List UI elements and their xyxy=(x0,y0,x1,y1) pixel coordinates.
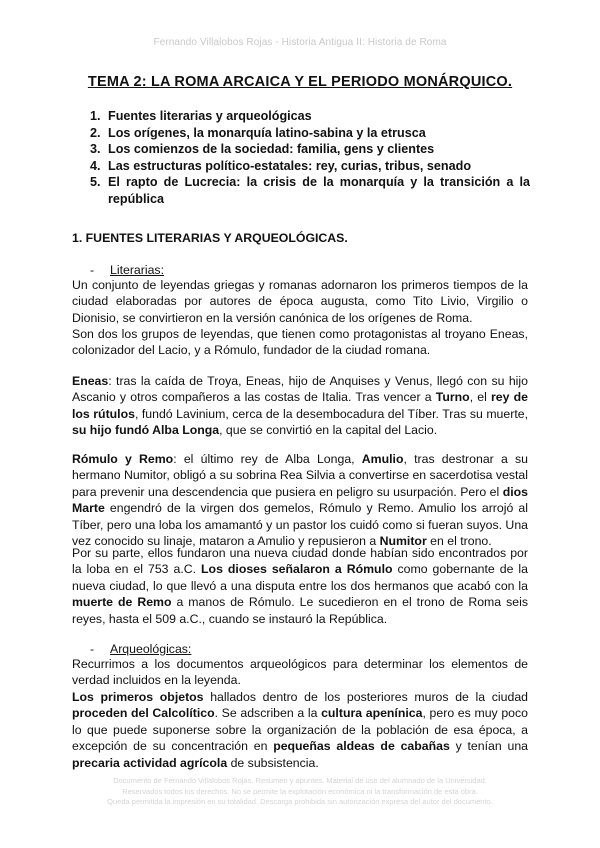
text-run: : tras la caída de Troya, Eneas, hijo de Anquises y Venus, llegó con su hijo Ascanio y otros compañeros a las costas de Italia. Tras vencer a xyxy=(72,374,528,405)
footer-line: Reservados todos los derechos. No se permite la explotación económica ni la transformación de esta obra. xyxy=(122,786,478,796)
bold-term: Rómulo y Remo xyxy=(72,452,174,466)
table-of-contents xyxy=(90,108,530,207)
text-run: de subsistencia. xyxy=(227,755,319,770)
paragraph-intro: Un conjunto de leyendas griegas y romanas adornaron los primeros tiempos de la ciudad elaboradas por autores de época augusta, como Tito Livio, Virgilio o Dionisio, se convirtieron en la versión canónica de los orígenes de Roma. xyxy=(72,278,528,325)
footer-line: Queda permitida la impresión en su totalidad. Descarga prohibida sin autorización expresa del autor del documento. xyxy=(107,797,493,806)
bold-term: Los dioses señalaron a Rómulo xyxy=(201,562,393,577)
bold-term: rey de los rútulos xyxy=(72,390,528,421)
text-run: , fundó Lavinium, cerca de la desembocadura del Tíber. Tras su muerte, xyxy=(134,406,529,421)
bold-term: Numitor xyxy=(379,534,427,549)
text-run: Por su parte, ellos fundaron una nueva ciudad donde habían sido encontrados por la loba en el 753 a.C. xyxy=(72,546,528,577)
toc-item xyxy=(90,108,530,125)
toc-number: 3. xyxy=(90,142,101,156)
paragraph-legend-groups: Son dos los grupos de leyendas, que tienen como protagonistas al troyano Eneas, colonizador del Lacio, y a Rómulo, fundador de la ciudad romana. xyxy=(72,327,528,358)
toc-text: Los orígenes, la monarquía latino-sabina y la etrusca xyxy=(108,125,426,140)
text-run: como gobernante de la nueva ciudad, lo que llevó a una disputa entre los dos hermanos que acabó con la xyxy=(72,562,528,593)
toc-text: Fuentes literarias y arqueológicas xyxy=(108,109,312,123)
bold-term: Turno xyxy=(435,390,470,405)
paragraph-romulo-remo xyxy=(72,451,528,549)
toc-number: 1. xyxy=(90,109,101,123)
text-run: . Se adscriben a la xyxy=(214,706,322,721)
bold-term: proceden del Calcolítico xyxy=(72,706,215,721)
bold-term: cultura apenínica xyxy=(321,706,423,721)
toc-text: El rapto de Lucrecia: la crisis de la monarquía y la transición a la república xyxy=(108,175,530,206)
text-run: y tenían una xyxy=(449,739,528,754)
toc-item xyxy=(90,141,530,158)
bullet-dash: - xyxy=(90,263,95,277)
literarias-subheading xyxy=(90,263,164,277)
bold-term: Amulio xyxy=(361,452,404,466)
paragraph-eneas xyxy=(72,373,528,439)
text-run: , que se convirtió en la capital del Lacio. xyxy=(219,423,438,438)
paragraph-archaeology-intro: Recurrimos a los documentos arqueológicos para determinar los elementos de verdad incluidos en la leyenda. xyxy=(72,657,528,688)
text-run: en el trono. xyxy=(426,534,492,549)
text-run: a manos de Rómulo. Le sucedieron en el trono de Roma seis reyes, hasta el 509 a.C., cuando se instauró la República. xyxy=(72,595,528,626)
bold-term: pequeñas aldeas de cabañas xyxy=(273,739,450,754)
text-run: , el xyxy=(469,390,492,405)
paragraph-foundation xyxy=(72,545,528,627)
bullet-dash: - xyxy=(90,642,95,656)
bold-term: precaria actividad agrícola xyxy=(72,755,228,770)
toc-text: Las estructuras político-estatales: rey, curias, tribus, senado xyxy=(108,158,472,173)
bold-term: Eneas xyxy=(72,374,109,388)
text-run: , pero es muy poco lo que puede suponerse sobre la organización de la población de esa época, a excepción de su concentración en xyxy=(72,706,528,754)
text-run: : el último rey de Alba Longa, xyxy=(173,452,362,466)
page-title: TEMA 2: LA ROMA ARCAICA Y EL PERIODO MONÁRQUICO. xyxy=(87,74,513,90)
arqueologicas-label: Arqueológicas: xyxy=(110,642,192,656)
literarias-label: Literarias: xyxy=(110,263,164,277)
bold-term: Los primeros objetos xyxy=(72,690,204,704)
text-run: hallados dentro de los posteriores muros de la ciudad xyxy=(203,690,528,704)
text-run: , tras destronar a su hermano Numitor, obligó a su sobrina Rea Silvia a convertirse en sacerdotisa vestal para prevenir una descendencia que pusiera en peligro su usurpación. Pero el xyxy=(72,452,529,499)
page-footer xyxy=(70,776,530,808)
toc-item xyxy=(90,125,530,142)
bold-term: su hijo fundó Alba Longa xyxy=(72,423,220,438)
toc-item xyxy=(90,158,530,175)
text-run: engendró de la virgen dos gemelos, Rómulo y Remo. Amulio los arrojó al Tíber, pero una loba los amamantó y un pastor los cuidó como si fueran suyos. Una vez conocido su linaje, mataron a Amulio y repusieron a xyxy=(72,501,528,549)
toc-number: 4. xyxy=(90,158,101,173)
arqueologicas-subheading xyxy=(90,642,191,656)
section-heading: 1. FUENTES LITERARIAS Y ARQUEOLÓGICAS. xyxy=(72,231,348,245)
toc-number: 5. xyxy=(90,175,101,189)
page-header: Fernando Villalobos Rojas - Historia Antigua II: Historia de Roma xyxy=(153,37,447,48)
toc-item xyxy=(90,174,530,207)
bold-term: muerte de Remo xyxy=(72,595,172,610)
toc-number: 2. xyxy=(90,125,101,140)
bold-term: dios Marte xyxy=(72,484,528,516)
paragraph-first-objects xyxy=(72,689,528,771)
toc-text: Los comienzos de la sociedad: familia, gens y clientes xyxy=(108,142,435,156)
footer-line: Documento de Fernando Villalobos Rojas. Resumen y apuntes. Material de uso del alumnado de la Universidad. xyxy=(113,776,487,785)
